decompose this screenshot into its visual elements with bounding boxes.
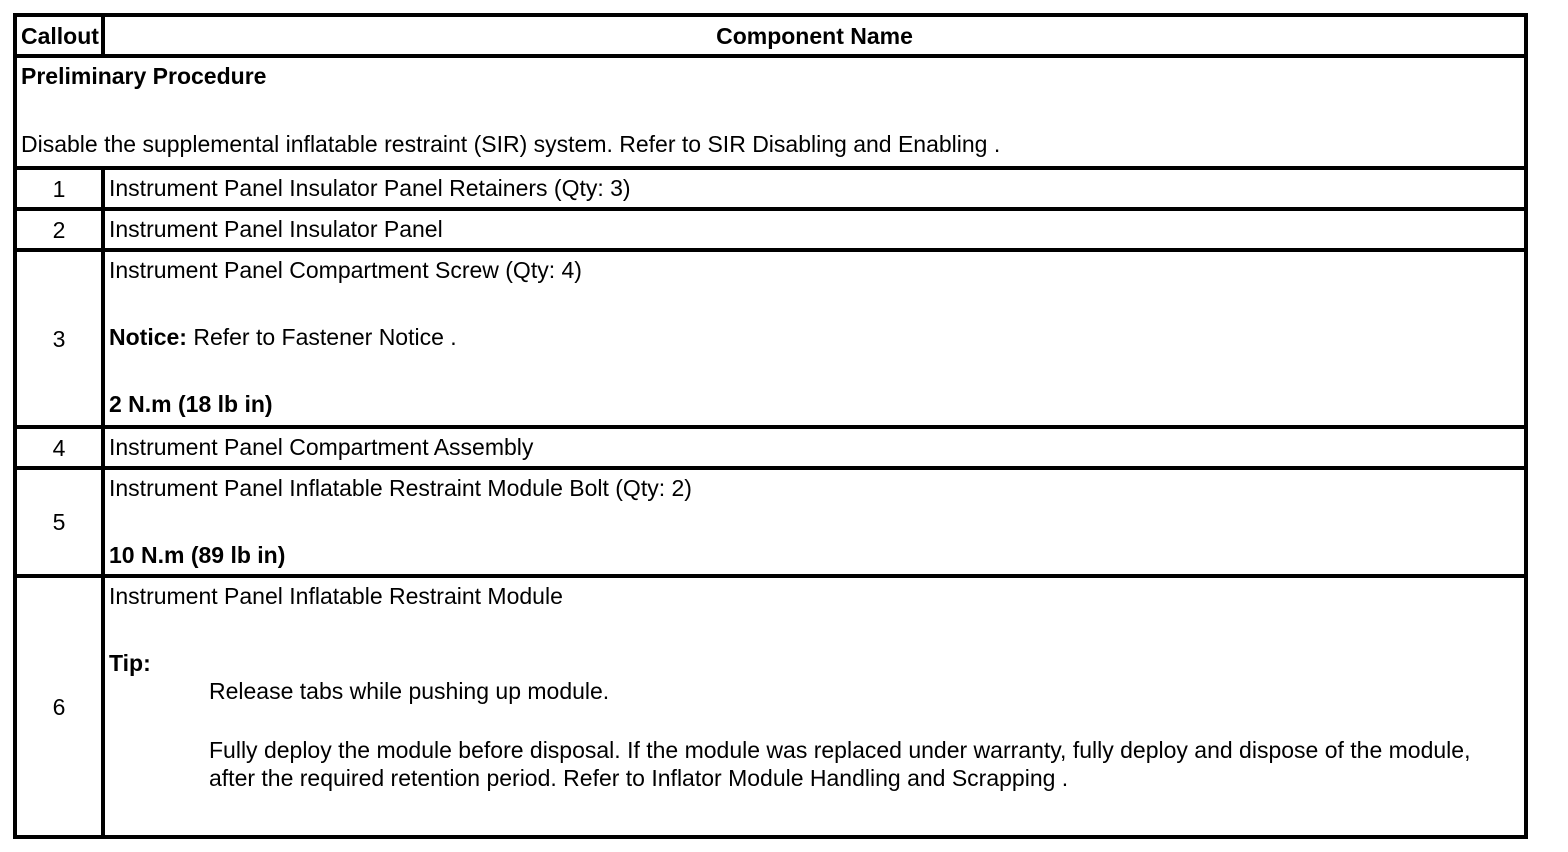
component-name: Instrument Panel Compartment Assembly	[103, 427, 1526, 468]
callout-number: 1	[15, 168, 103, 209]
callout-number: 2	[15, 209, 103, 250]
notice-label: Notice:	[109, 324, 187, 350]
tip-line-2: Fully deploy the module before disposal. If the module was replaced under warranty, fully deploy and dispose of the module, after the required retention period. Refer to Inflator Module Handling and Scrapping .	[209, 737, 1471, 791]
component-name: Instrument Panel Inflatable Restraint Module	[109, 583, 563, 609]
tip-label: Tip:	[109, 650, 151, 676]
torque-spec: 2 N.m (18 lb in)	[109, 391, 273, 417]
table-row	[15, 468, 1526, 576]
tip-line-1: Release tabs while pushing up module.	[209, 678, 610, 704]
component-name: Instrument Panel Insulator Panel	[103, 209, 1526, 250]
table-row	[15, 250, 1526, 427]
component-name-header: Component Name	[103, 15, 1526, 56]
callout-number: 3	[15, 250, 103, 427]
callout-number: 5	[15, 468, 103, 576]
preliminary-title: Preliminary Procedure	[21, 63, 267, 89]
notice-text: Refer to Fastener Notice .	[186, 324, 457, 350]
callout-number: 6	[15, 576, 103, 837]
component-name: Instrument Panel Insulator Panel Retainers (Qty: 3)	[103, 168, 1526, 209]
callout-header: Callout	[15, 15, 103, 56]
table-row	[15, 168, 1526, 209]
component-name: Instrument Panel Compartment Screw (Qty: 4)	[109, 257, 582, 283]
notice	[109, 323, 1518, 351]
callout-number: 4	[15, 427, 103, 468]
preliminary-text: Disable the supplemental inflatable restraint (SIR) system. Refer to SIR Disabling and Enabling .	[21, 131, 1001, 157]
component-table	[13, 13, 1528, 839]
preliminary-row	[15, 56, 1526, 168]
table-row	[15, 427, 1526, 468]
component-name: Instrument Panel Inflatable Restraint Module Bolt (Qty: 2)	[109, 475, 692, 501]
table-row	[15, 576, 1526, 837]
header-row	[15, 15, 1526, 56]
torque-spec: 10 N.m (89 lb in)	[109, 542, 286, 568]
table-row	[15, 209, 1526, 250]
